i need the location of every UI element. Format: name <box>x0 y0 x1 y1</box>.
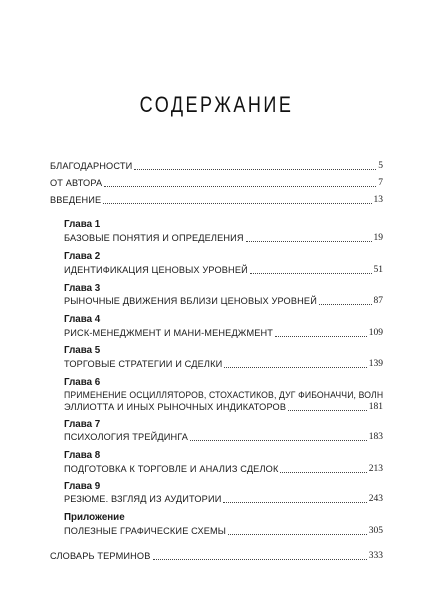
chapter-label: Глава 1 <box>64 219 101 230</box>
chapter-label: Глава 6 <box>64 377 101 388</box>
chapter-label: Глава 2 <box>64 251 101 262</box>
dot-leader <box>275 336 367 337</box>
toc-entry-chapter-2[interactable] <box>64 265 383 276</box>
appendix-label: Приложение <box>64 512 125 523</box>
toc-entry-chapter-3[interactable] <box>64 296 383 307</box>
toc-entry-acknowledgements[interactable] <box>50 161 383 172</box>
chapter-label: Глава 9 <box>64 481 101 492</box>
dot-leader <box>319 304 372 305</box>
toc-entry-text: ОТ АВТОРА <box>50 178 103 188</box>
chapter-label: Глава 4 <box>64 314 101 325</box>
toc-entry-text: РИСК-МЕНЕДЖМЕНТ И МАНИ-МЕНЕДЖМЕНТ <box>64 328 274 338</box>
page-title: СОДЕРЖАНИЕ <box>139 92 294 117</box>
toc-page-number: 7 <box>378 178 383 188</box>
dot-leader <box>228 534 367 535</box>
chapter-label: Глава 7 <box>64 419 101 430</box>
toc-entry-chapter-4[interactable] <box>64 328 383 339</box>
toc-entry-from-author[interactable] <box>50 178 383 189</box>
toc-page-number: 19 <box>373 233 383 243</box>
dot-leader <box>288 410 367 411</box>
chapter-label: Глава 5 <box>64 345 101 356</box>
toc-entry-text: ЭЛЛИОТТА И ИНЫХ РЫНОЧНЫХ ИНДИКАТОРОВ <box>64 402 287 412</box>
toc-entry-text: РЕЗЮМЕ. ВЗГЛЯД ИЗ АУДИТОРИИ <box>64 494 222 504</box>
toc-page-number: 243 <box>368 494 383 504</box>
dot-leader <box>223 502 366 503</box>
toc-entry-text: СЛОВАРЬ ТЕРМИНОВ <box>50 551 151 561</box>
toc-page-number: 139 <box>368 359 383 369</box>
toc-entry-text: ПОДГОТОВКА К ТОРГОВЛЕ И АНАЛИЗ СДЕЛОК <box>64 464 279 474</box>
dot-leader <box>246 241 372 242</box>
toc-entry-text: ПОЛЕЗНЫЕ ГРАФИЧЕСКИЕ СХЕМЫ <box>64 526 227 536</box>
toc-entry-appendix[interactable] <box>64 526 383 537</box>
dot-leader <box>104 186 376 187</box>
toc-page-number: 5 <box>378 161 383 171</box>
toc-entry-chapter-7[interactable] <box>64 432 383 443</box>
chapter-label: Глава 3 <box>64 283 101 294</box>
toc-entry-chapter-8[interactable] <box>64 464 383 475</box>
toc-page-number: 183 <box>368 432 383 442</box>
toc-entry-chapter-6[interactable] <box>64 402 383 413</box>
toc-entry-chapter-1[interactable] <box>64 233 383 244</box>
toc-page-number: 305 <box>368 526 383 536</box>
toc-entry-text: РЫНОЧНЫЕ ДВИЖЕНИЯ ВБЛИЗИ ЦЕНОВЫХ УРОВНЕЙ <box>64 296 317 306</box>
toc-page-number: 109 <box>368 328 383 338</box>
toc-entry-text: ИДЕНТИФИКАЦИЯ ЦЕНОВЫХ УРОВНЕЙ <box>64 265 248 275</box>
toc-entry-text: БЛАГОДАРНОСТИ <box>50 161 133 171</box>
dot-leader <box>280 472 366 473</box>
dot-leader <box>153 559 367 560</box>
dot-leader <box>224 367 366 368</box>
toc-page-number: 181 <box>368 402 383 412</box>
toc-entry-text: ВВЕДЕНИЕ <box>50 195 102 205</box>
dot-leader <box>134 169 376 170</box>
dot-leader <box>190 440 367 441</box>
toc-page-number: 87 <box>373 296 383 306</box>
toc-entry-chapter-9[interactable] <box>64 494 383 505</box>
toc-entry-text-line-1[interactable]: ПРИМЕНЕНИЕ ОСЦИЛЛЯТОРОВ, СТОХАСТИКОВ, ДУГ ФИБОНАЧЧИ, ВОЛН <box>64 390 384 400</box>
chapter-label: Глава 8 <box>64 450 101 461</box>
toc-entry-text: ПСИХОЛОГИЯ ТРЕЙДИНГА <box>64 432 189 442</box>
dot-leader <box>250 273 372 274</box>
toc-entry-glossary[interactable] <box>50 551 383 562</box>
toc-entry-text: БАЗОВЫЕ ПОНЯТИЯ И ОПРЕДЕЛЕНИЯ <box>64 233 244 243</box>
toc-entry-introduction[interactable] <box>50 195 383 206</box>
toc-page-number: 213 <box>368 464 383 474</box>
toc-entry-text: ТОРГОВЫЕ СТРАТЕГИИ И СДЕЛКИ <box>64 359 223 369</box>
toc-page-number: 51 <box>373 265 383 275</box>
dot-leader <box>103 203 371 204</box>
toc-page-number: 333 <box>368 551 383 561</box>
toc-entry-chapter-5[interactable] <box>64 359 383 370</box>
toc-page-number: 13 <box>373 195 383 205</box>
